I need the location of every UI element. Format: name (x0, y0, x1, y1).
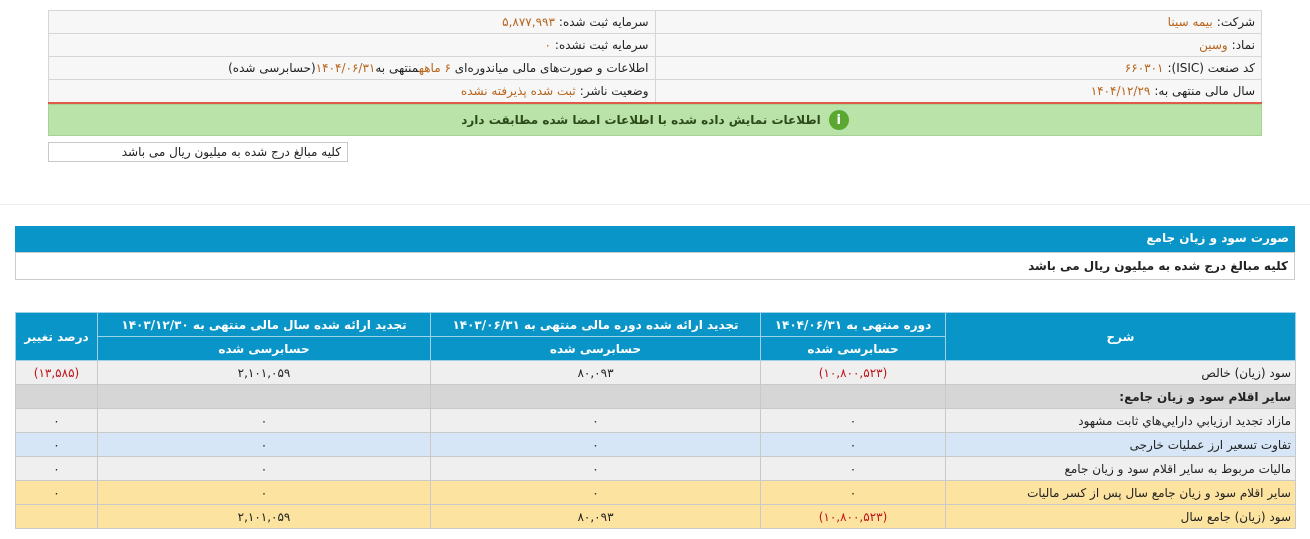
row-label: مالیات مربوط به سایر اقلام سود و زیان جامع (946, 457, 1296, 481)
row-value: ۰ (98, 433, 431, 457)
row-value (16, 385, 98, 409)
row-value (98, 385, 431, 409)
header-change-percent: درصد تغییر (16, 313, 98, 361)
row-value: ۰ (431, 409, 761, 433)
row-value (431, 385, 761, 409)
table-row (16, 409, 1296, 433)
separator (0, 204, 1310, 205)
table-row (16, 385, 1296, 409)
table-row (16, 481, 1296, 505)
company-info-table (48, 10, 1262, 103)
fiscal-year-cell: سال مالی منتهی به:۱۴۰۴/۱۲/۲۹ (655, 80, 1262, 103)
table-row (16, 361, 1296, 385)
header-period: دوره منتهی به ۱۴۰۴/۰۶/۳۱ (761, 313, 946, 337)
subheader-audited: حسابرسی شده (761, 337, 946, 361)
row-value: ۸۰,۰۹۳ (431, 361, 761, 385)
section-note: کلیه مبالغ درج شده به میلیون ریال می باشد (15, 252, 1295, 280)
section-title: صورت سود و زیان جامع (15, 226, 1295, 252)
row-value: ۲,۱۰۱,۰۵۹ (98, 361, 431, 385)
row-label: تفاوت تسعیر ارز عملیات خارجی (946, 433, 1296, 457)
publisher-status-cell: وضعیت ناشر:ثبت شده پذیرفته نشده (49, 80, 656, 103)
row-value: ۰ (98, 409, 431, 433)
row-value: ۰ (16, 481, 98, 505)
header-description: شرح (946, 313, 1296, 361)
fiscal-year-value: ۱۴۰۴/۱۲/۲۹ (1090, 84, 1151, 98)
match-banner: i اطلاعات نمایش داده شده با اطلاعات امضا شده مطابقت دارد (48, 104, 1262, 136)
header-restated-period: تجدید ارائه شده دوره مالی منتهی به ۱۴۰۳/۰۶/۳۱ (431, 313, 761, 337)
row-value: ۰ (16, 433, 98, 457)
row-value: ۰ (98, 481, 431, 505)
report-cell: اطلاعات و صورت‌های مالی میاندوره‌ای ۶ ماههمنتهی به۱۴۰۴/۰۶/۳۱(حسابرسی شده) (49, 57, 656, 80)
row-value: ۰ (98, 457, 431, 481)
table-row (16, 505, 1296, 529)
row-value: ۰ (16, 457, 98, 481)
row-value: ۰ (431, 433, 761, 457)
company-value: بیمه سینا (1167, 15, 1213, 29)
row-value: ۰ (761, 481, 946, 505)
info-icon: i (829, 110, 849, 130)
row-value: (۱۰,۸۰۰,۵۲۳) (761, 505, 946, 529)
isic-cell: کد صنعت (ISIC):۶۶۰۳۰۱ (655, 57, 1262, 80)
header-restated-year: تجدید ارائه شده سال مالی منتهی به ۱۴۰۳/۱۲/۳۰ (98, 313, 431, 337)
registered-capital-value: ۵,۸۷۷,۹۹۳ (502, 15, 555, 29)
registered-capital-cell: سرمایه ثبت شده:۵,۸۷۷,۹۹۳ (49, 11, 656, 34)
table-row (16, 457, 1296, 481)
row-label: سود (زیان) خالص (946, 361, 1296, 385)
row-value (761, 385, 946, 409)
row-value (16, 505, 98, 529)
row-value: (۱۳,۵۸۵) (16, 361, 98, 385)
symbol-value: وسین (1199, 38, 1228, 52)
row-label: مازاد تجدید ارزيابي دارايي‌هاي ثابت مشهود (946, 409, 1296, 433)
row-value: ۰ (761, 409, 946, 433)
row-value: ۰ (761, 457, 946, 481)
units-note: کلیه مبالغ درج شده به میلیون ریال می باشد (48, 142, 348, 162)
table-row (16, 433, 1296, 457)
row-label: سود (زیان) جامع سال (946, 505, 1296, 529)
publisher-status-value: ثبت شده پذیرفته نشده (460, 84, 576, 98)
row-value: ۸۰,۰۹۳ (431, 505, 761, 529)
row-value: ۰ (16, 409, 98, 433)
row-value: ۰ (431, 457, 761, 481)
subheader-audited: حسابرسی شده (98, 337, 431, 361)
unregistered-capital-cell: سرمایه ثبت نشده:۰ (49, 34, 656, 57)
subheader-audited: حسابرسی شده (431, 337, 761, 361)
row-value: ۰ (761, 433, 946, 457)
isic-value: ۶۶۰۳۰۱ (1124, 61, 1164, 75)
row-label: سایر اقلام سود و زیان جامع سال پس از کسر مالیات (946, 481, 1296, 505)
symbol-cell: نماد:وسین (655, 34, 1262, 57)
row-value: ۰ (431, 481, 761, 505)
company-cell: شرکت:بیمه سینا (655, 11, 1262, 34)
unregistered-capital-value: ۰ (544, 38, 551, 52)
row-value: ۲,۱۰۱,۰۵۹ (98, 505, 431, 529)
income-statement-table (15, 312, 1296, 529)
row-value: (۱۰,۸۰۰,۵۲۳) (761, 361, 946, 385)
row-label: سایر اقلام سود و زیان جامع: (946, 385, 1296, 409)
